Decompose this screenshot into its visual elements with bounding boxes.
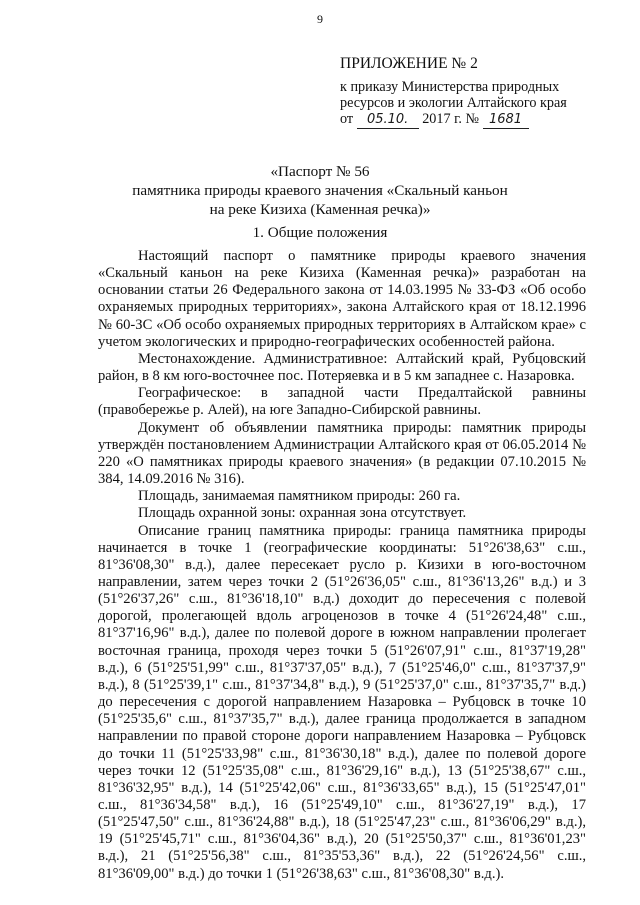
date-year: 2017 г. [422,111,462,127]
order-date-line [340,111,620,129]
section-heading: 1. Общие положения [252,224,388,241]
paragraph-boundaries: Описание границ памятника природы: граница памятника природы начинается в точке 1 (географические координаты: 51°26'38,63" с.ш., 81°36'08,30" в.д.), далее пересекает русло р. Кизихи в юго-восточном направлении, затем через точки 2 (51°26'36,05" с.ш., 81°36'13,26" в.д.) и 3 (51°26'37,26" с.ш., 81°36'18,10" в.д.) доходит до пересечения с полевой дорогой, пролегающей вдоль агроценозов в точке 4 (51°26'24,48" с.ш., 81°37'16,96" в.д.), далее по полевой дороге в южном направлении пролегает восточная граница, проходя через точки 5 (51°26'07,91" с.ш., 81°37'19,28" в.д.), 6 (51°25'51,99" с.ш., 81°37'37,05" в.д.), 7 (51°25'46,0" с.ш., 81°37'37,9" в.д.), 8 (51°25'39,1" с.ш., 81°37'34,8" в.д.), 9 (51°25'37,0" с.ш., 81°37'35,7" в.д.) до пересечения с дорогой направлением Назаровка – Рубцовск в точке 10 (51°25'35,6" с.ш., 81°37'35,7" в.д.), далее граница продолжается в западном направлении по правой стороне дороги направлением Назаровка – Рубцовск до точки 11 (51°25'33,98" с.ш., 81°36'30,18" в.д.), далее по полевой дороге через точки 12 (51°25'35,08" с.ш., 81°36'29,16" в.д.), 13 (51°25'38,67" с.ш., 81°36'32,95" в.д.), 14 (51°25'42,06" с.ш., 81°36'33,65" в.д.), 15 (51°25'47,01" с.ш., 81°36'34,58" в.д.), 16 (51°25'49,10" с.ш., 81°36'27,19" в.д.), 17 (51°25'47,50" с.ш., 81°36'24,88" в.д.), 18 (51°25'47,23" с.ш., 81°36'06,29" в.д.), 19 (51°25'45,71" с.ш., 81°36'04,36" в.д.), 20 (51°25'50,37" с.ш., 81°36'01,23" в.д.), 21 (51°25'56,38" с.ш., 81°35'53,36" в.д.), 22 (51°26'24,56" с.ш., 81°36'09,00" в.д.) до точки 1 (51°26'38,63" с.ш., 81°36'08,30" в.д.). [98,522,586,882]
order-reference-line2: ресурсов и экологии Алтайского края [340,94,567,111]
handwritten-date: 05.10. [357,112,419,129]
appendix-title: ПРИЛОЖЕНИЕ № 2 [340,55,478,72]
paragraph-declaration-document: Документ об объявлении памятника природы: памятник природы утверждён постановлением Администрации Алтайского края от 06.05.2014 № 220 «О памятниках природы краевого значения» (в редакции 07.10.2015 № 384, 14.09.2016 № 316). [98,419,586,488]
appendix-header [340,56,620,129]
paragraph-basis: Настоящий паспорт о памятнике природы краевого значения «Скальный каньон на реке Кизиха (Каменная речка)» разработан на основании статьи 26 Федерального закона от 14.03.1995 № 33-ФЗ «Об особо охраняемых природных территориях», закона Алтайского края от 18.12.1996 № 60-ЗС «Об особо охраняемых природных территориях в Алтайском крае» с учетом экологических и природно-географических особенностей района. [98,248,586,350]
page-number: 9 [317,12,323,26]
paragraph-buffer-zone: Площадь охранной зоны: охранная зона отсутствует. [138,505,467,522]
title-line-1: «Паспорт № 56 [270,163,370,180]
document-body [98,248,586,883]
paragraph-area: Площадь, занимаемая памятником природы: 260 га. [138,488,461,505]
passport-title [0,162,640,219]
order-reference-line1: к приказу Министерства природных [340,79,560,95]
title-line-3: на реке Кизиха (Каменная речка)» [209,201,431,218]
paragraph-location-admin: Местонахождение. Административное: Алтайский край, Рубцовский район, в 8 км юго-восточнее пос. Потеряевка и в 5 км западнее с. Назаровка. [98,350,586,385]
paragraph-location-geo: Географическое: в западной части Предалтайской равнины (правобережье р. Алей), на юге Западно-Сибирской равнины. [98,385,586,419]
handwritten-order-number: 1681 [483,112,529,129]
number-prefix: № [465,111,479,127]
title-line-2: памятника природы краевого значения «Скальный каньон [132,182,508,199]
date-prefix: от [340,111,354,127]
